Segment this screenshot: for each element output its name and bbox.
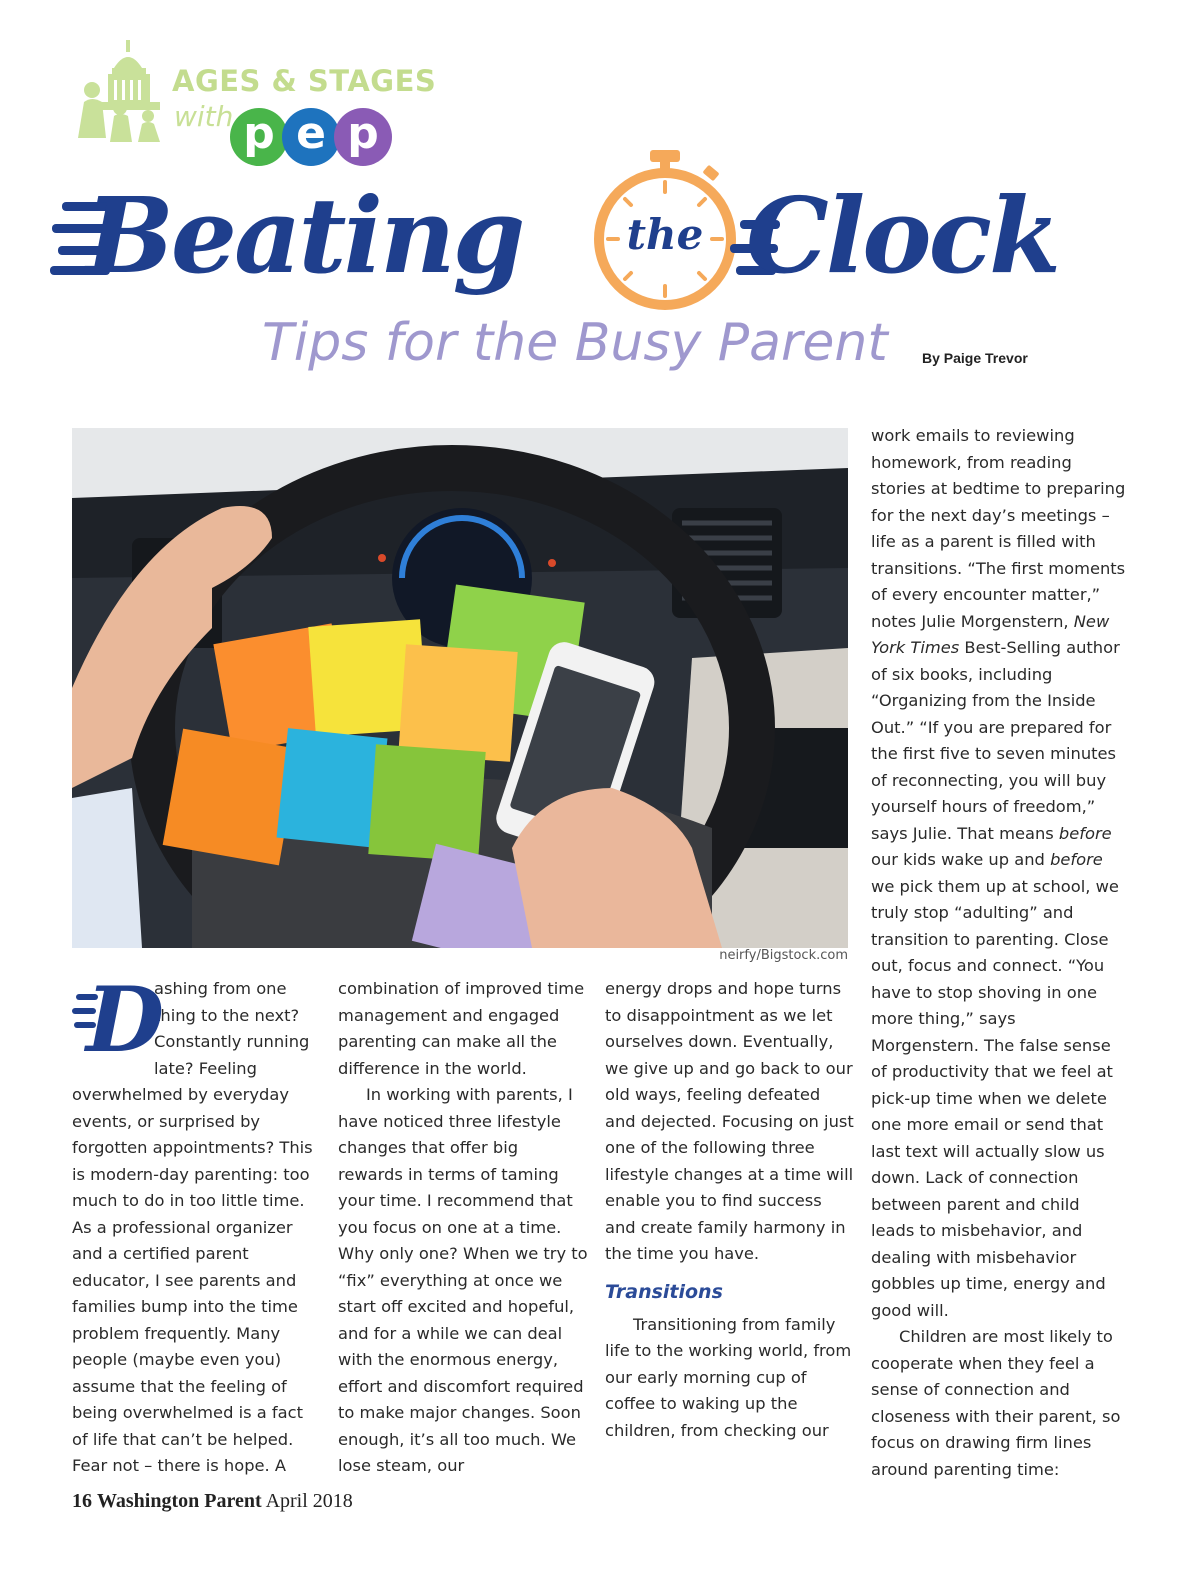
paragraph: In working with parents, I have noticed three lifestyle changes that offer big rewards in terms of taming your time. I recommend that you focus on one at a time. Why only one? When we try to “fix” everything at once we start off excited and hopeful, and for a while we can deal with the enormous energy, effort and discomfort required to make major changes. Soon enough, it’s all too much. We lose steam, our [338,1085,588,1475]
page-number: 16 [72,1490,92,1512]
article-column-4 [871,423,1127,1483]
logo-letter-p1: p [230,108,288,166]
article-column-2 [338,976,588,1480]
paragraph: combination of improved time management and engaged parenting can make all the difference in the world. [338,979,585,1078]
headline-word-clock: Clock [746,174,1059,297]
article-photo [72,428,848,948]
logo-with-text: with [174,100,234,133]
text-run: work emails to reviewing homework, from reading stories at bedtime to preparing for the next day’s meetings – life as a parent is filled with transitions. “The first moments of every encounter matter,” notes Julie Morgenstern, [871,426,1126,631]
paragraph [871,423,1127,1324]
text-run: we pick them up at school, we truly stop “adulting” and transition to parenting. Close out, focus and connect. “You have to stop shoving in one more thing,” says Morgenstern. The false sense of productivity that we feel at pick-up time when we delete one more email or send that last text will actually slow us down. Lack of connection between parent and child leads to misbehavior, and dealing with misbehavior gobbles up time, energy and good will. [871,876,1119,1320]
headline-word-the: the [626,210,704,259]
section-heading-transitions: Transitions [605,1280,723,1303]
publication-name: New York Times [871,611,1110,657]
emphasis: before [1050,850,1103,869]
text-run: our kids wake up and [871,850,1051,869]
logo-letter-e: e [282,108,340,166]
paragraph: Transitioning from family life to the working world, from our early morning cup of coffee to waking up the children, from checking our [605,1314,852,1440]
steering-wheel-sticky-notes-image [72,428,848,948]
dropcap-letter: D [86,967,165,1073]
issue-date: April 2018 [265,1490,353,1512]
headline-word-beating: Beating [86,174,523,297]
paragraph: Children are most likely to cooperate when they feel a sense of connection and closeness with their parent, so focus on drawing firm lines around parenting time: [871,1327,1121,1479]
logo-ages-stages-text: AGES & STAGES [172,64,437,98]
paragraph: energy drops and hope turns to disappointment as we let ourselves down. Eventually, we give up and go back to our old ways, feeling defeated and dejected. Focusing on just one of the following three lifestyle changes at a time will enable you to find success and create family harmony in the time you have. [605,979,854,1263]
paragraph: ashing from one thing to the next? Constantly running late? Feeling overwhelmed by everyday events, or surprised by forgotten appointments? This is modern-day parenting: too much to do in too little time. As a professional organizer and a certified parent educator, I see parents and families bump into the time problem frequently. Many people (maybe even you) assume that the feeling of being overwhelmed is a fact of life that can’t be helped. Fear not – there is hope. A [72,979,313,1475]
subtitle: Tips for the Busy Parent [262,313,888,373]
publication-title: Washington Parent [97,1490,262,1512]
article-column-3 [605,976,855,1444]
text-run: Best-Selling author of six books, including “Organizing from the Inside Out.” “If you are prepared for the first five to seven minutes of reconnecting, you will buy yourself hours of freedom,” says Julie. That means [871,638,1120,843]
page-footer [72,1490,353,1513]
capitol-family-icon [70,38,170,148]
photo-credit: neirfy/Bigstock.com [719,948,848,963]
headline [40,140,1140,320]
logo-letter-p2: p [334,108,392,166]
article-column-1 [72,967,322,1480]
byline: By Paige Trevor [922,350,1028,366]
dropcap [72,967,165,1073]
emphasis: before [1058,823,1112,843]
